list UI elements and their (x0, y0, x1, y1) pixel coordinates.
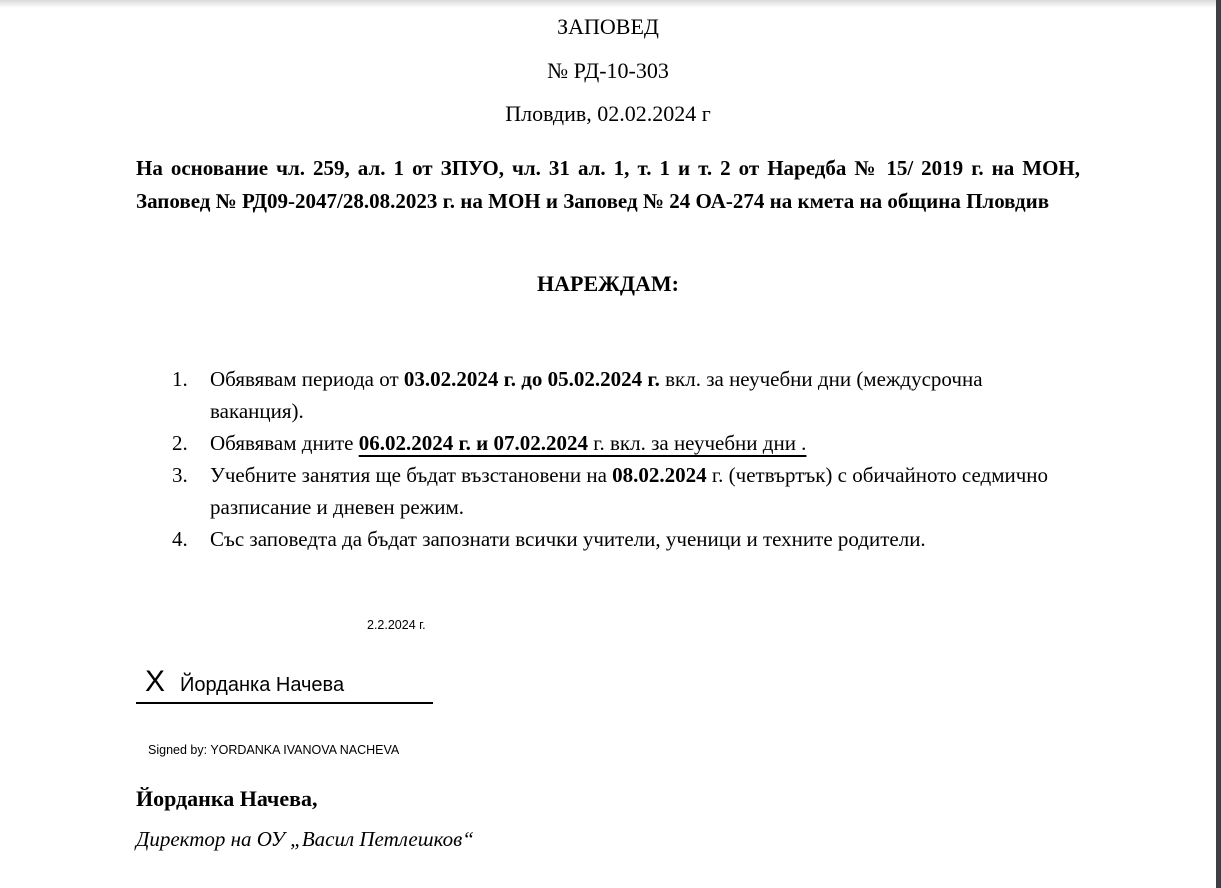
signature-name: Йорданка Начева (180, 674, 345, 696)
document-number: № РД-10-303 (547, 58, 669, 83)
list-item-number: 1. (172, 367, 188, 391)
signature-field (136, 667, 433, 704)
list-item-number: 2. (172, 431, 188, 455)
legal-basis-paragraph: На основание чл. 259, ал. 1 от ЗПУО, чл. 31 ал. 1, т. 1 и т. 2 от Наредба № 15/ 2019 г. на МОН, Заповед № РД09-2047/28.08.2023 г. на МОН и Заповед № 24 ОА-274 на кмета на община Пловдив (136, 156, 1080, 213)
order-heading: НАРЕЖДАМ: (537, 271, 679, 296)
text-segment: Обявявам дните (210, 431, 359, 455)
text-segment-underline: г. вкл. за неучебни дни . (587, 431, 807, 455)
list-item-text (210, 459, 1080, 523)
signature-x-mark: X (145, 665, 166, 698)
text-segment: Обявявам периода от (210, 367, 404, 391)
signer-name: Йорданка Начева, (136, 786, 318, 811)
text-segment-bold-underline: 06.02.2024 г. и 07.02.2024 (358, 431, 588, 455)
underlined-phrase (359, 431, 807, 455)
signer-position: Директор на ОУ „Васил Петлешков“ (136, 827, 474, 851)
signing-date: 2.2.2024 г. (367, 618, 426, 632)
list-item-text (210, 427, 1080, 459)
text-segment-bold: 03.02.2024 г. до 05.02.2024 г. (403, 367, 660, 391)
text-segment: г. (четвъртък) с обичайното седмично разписание и дневен режим. (210, 463, 1049, 519)
list-item (172, 363, 1080, 427)
text-segment: Учебните занятия ще бъдат възстановени на (210, 463, 613, 487)
text-segment-bold: 08.02.2024 (612, 463, 707, 487)
list-item-number: 4. (172, 527, 188, 551)
document-place-date: Пловдив, 02.02.2024 г (505, 101, 711, 126)
viewer-right-edge-bar (1216, 0, 1221, 888)
list-item (172, 459, 1080, 523)
list-item (172, 427, 1080, 459)
list-item-text (210, 363, 1080, 427)
text-segment: Със заповедта да бъдат запознати всички учители, ученици и техните родители. (210, 527, 926, 551)
order-list (136, 363, 1080, 555)
list-item-number: 3. (172, 463, 188, 487)
document-title: ЗАПОВЕД (557, 14, 659, 39)
signed-by-label: Signed by: YORDANKA IVANOVA NACHEVA (148, 743, 400, 757)
text-segment: вкл. за неучебни дни (междусрочна ваканция). (210, 367, 983, 423)
list-item (172, 523, 1080, 555)
list-item-text (210, 523, 1080, 555)
